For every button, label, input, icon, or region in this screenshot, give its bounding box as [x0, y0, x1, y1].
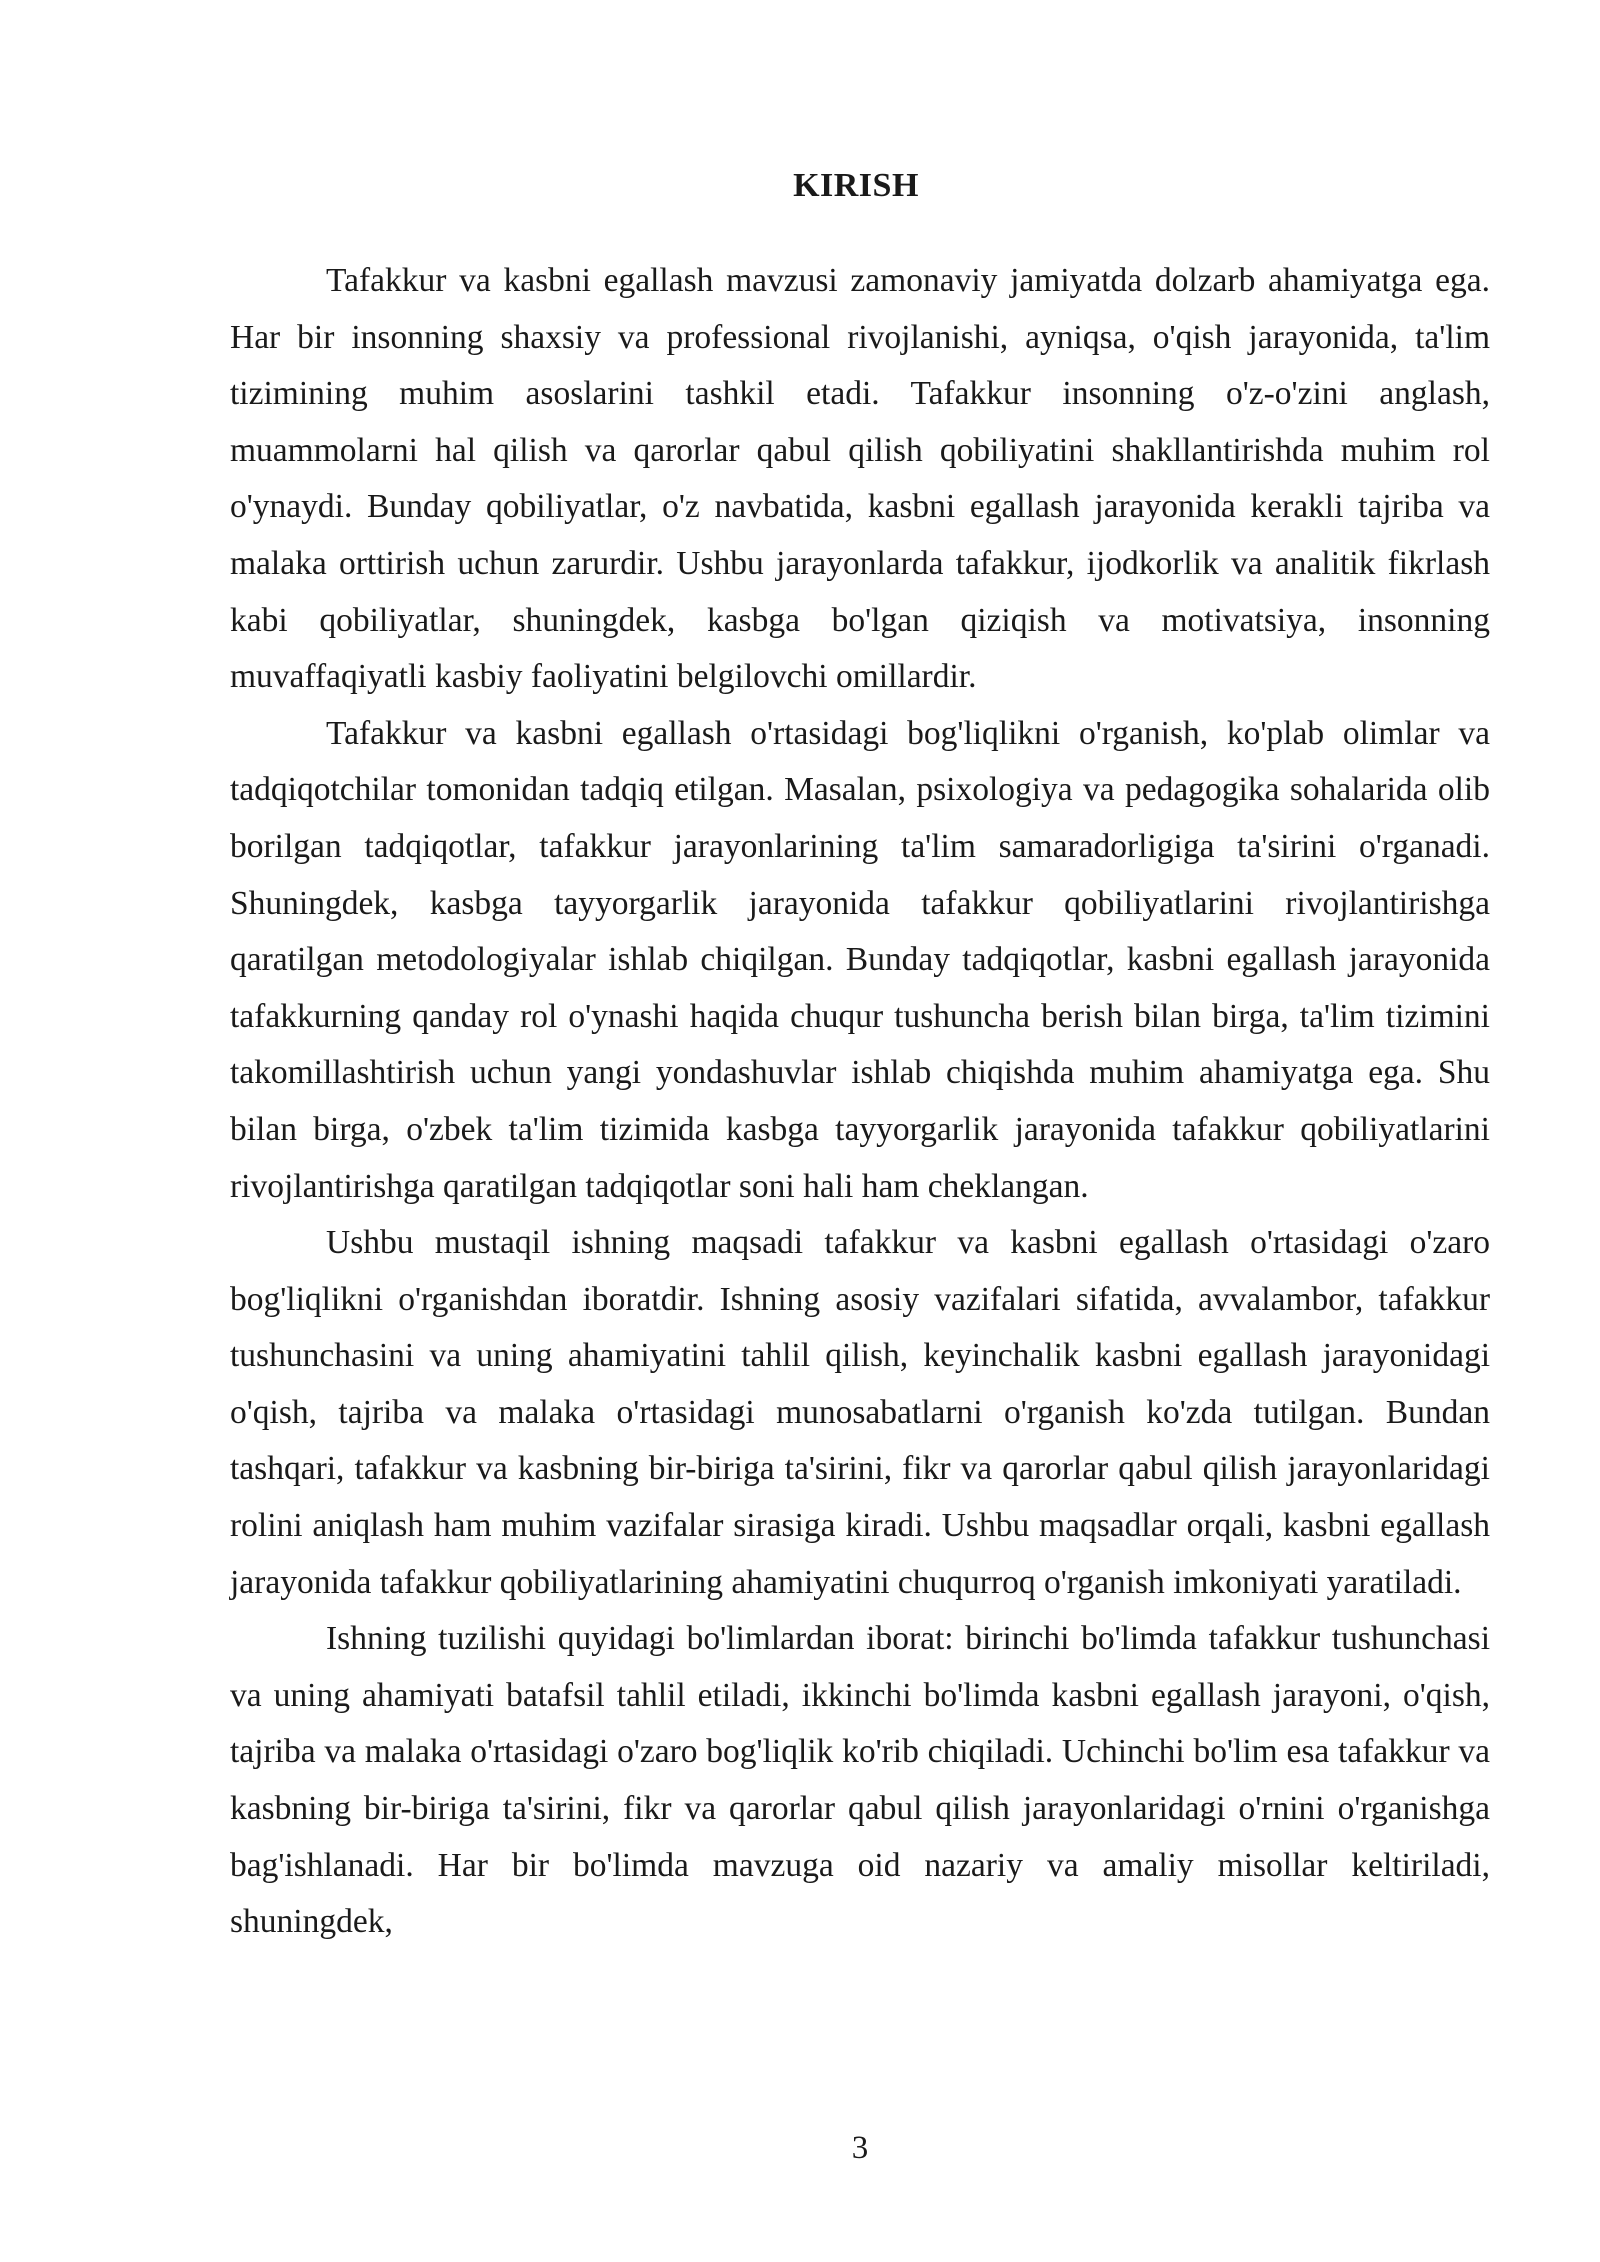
page-number: 3 — [851, 2130, 869, 2166]
paragraph-3: Ushbu mustaqil ishning maqsadi tafakkur va kasbni egallash o'rtasidagi o'zaro bog'liqlikni o'rganishdan iboratdir. Ishning asosiy vazifalari sifatida, avvalambor, tafakkur tushunchasini va uning ahamiyatini tahlil qilish, keyinchalik kasbni egallash jarayonidagi o'qish, tajriba va malaka o'rtasidagi munosabatlarni o'rganish ko'zda tutilgan. Bundan tashqari, tafakkur va kasbning bir-biriga ta'sirini, fikr va qarorlar qabul qilish jarayonlaridagi rolini aniqlash ham muhim vazifalar sirasiga kiradi. Ushbu maqsadlar orqali, kasbni egallash jarayonida tafakkur qobiliyatlarining ahamiyatini chuqurroq o'rganish imkoniyati yaratiladi. — [230, 1224, 1490, 1601]
page-title: KIRISH — [793, 167, 919, 204]
paragraph-1: Tafakkur va kasbni egallash mavzusi zamonaviy jamiyatda dolzarb ahamiyatga ega. Har bir insonning shaxsiy va professional rivojlanishi, ayniqsa, o'qish jarayonida, ta'lim tizimining muhim asoslarini tashkil etadi. Tafakkur insonning o'z-o'zini anglash, muammolarni hal qilish va qarorlar qabul qilish qobiliyatini shakllantirishda muhim rol o'ynaydi. Bunday qobiliyatlar, o'z navbatida, kasbni egallash jarayonida kerakli tajriba va malaka orttirish uchun zarurdir. Ushbu jarayonlarda tafakkur, ijodkorlik va analitik fikrlash kabi qobiliyatlar, shuningdek, kasbga bo'lgan qiziqish va motivatsiya, insonning muvaffaqiyatli kasbiy faoliyatini belgilovchi omillardir. — [230, 262, 1490, 696]
paragraph-2: Tafakkur va kasbni egallash o'rtasidagi bog'liqlikni o'rganish, ko'plab olimlar va tadqiqotchilar tomonidan tadqiq etilgan. Masalan, psixologiya va pedagogika sohalarida olib borilgan tadqiqotlar, tafakkur jarayonlarining ta'lim samaradorligiga ta'sirini o'rganadi. Shuningdek, kasbga tayyorgarlik jarayonida tafakkur qobiliyatlarini rivojlantirishga qaratilgan metodologiyalar ishlab chiqilgan. Bunday tadqiqotlar, kasbni egallash jarayonida tafakkurning qanday rol o'ynashi haqida chuqur tushuncha berish bilan birga, ta'lim tizimini takomillashtirish uchun yangi yondashuvlar ishlab chiqishda muhim ahamiyatga ega. Shu bilan birga, o'zbek ta'lim tizimida kasbga tayyorgarlik jarayonida tafakkur qobiliyatlarini rivojlantirishga qaratilgan tadqiqotlar soni hali ham cheklangan. — [230, 714, 1490, 1205]
body-text — [230, 253, 1490, 1951]
paragraph-4: Ishning tuzilishi quyidagi bo'limlardan iborat: birinchi bo'limda tafakkur tushunchasi va uning ahamiyati batafsil tahlil etiladi, ikkinchi bo'limda kasbni egallash jarayoni, o'qish, tajriba va malaka o'rtasidagi o'zaro bog'liqlik ko'rib chiqiladi. Uchinchi bo'lim esa tafakkur va kasbning bir-biriga ta'sirini, fikr va qarorlar qabul qilish jarayonlaridagi o'rnini o'rganishga bag'ishlanadi. Har bir bo'limda mavzuga oid nazariy va amaliy misollar keltiriladi, shuningdek, — [230, 1620, 1490, 1941]
